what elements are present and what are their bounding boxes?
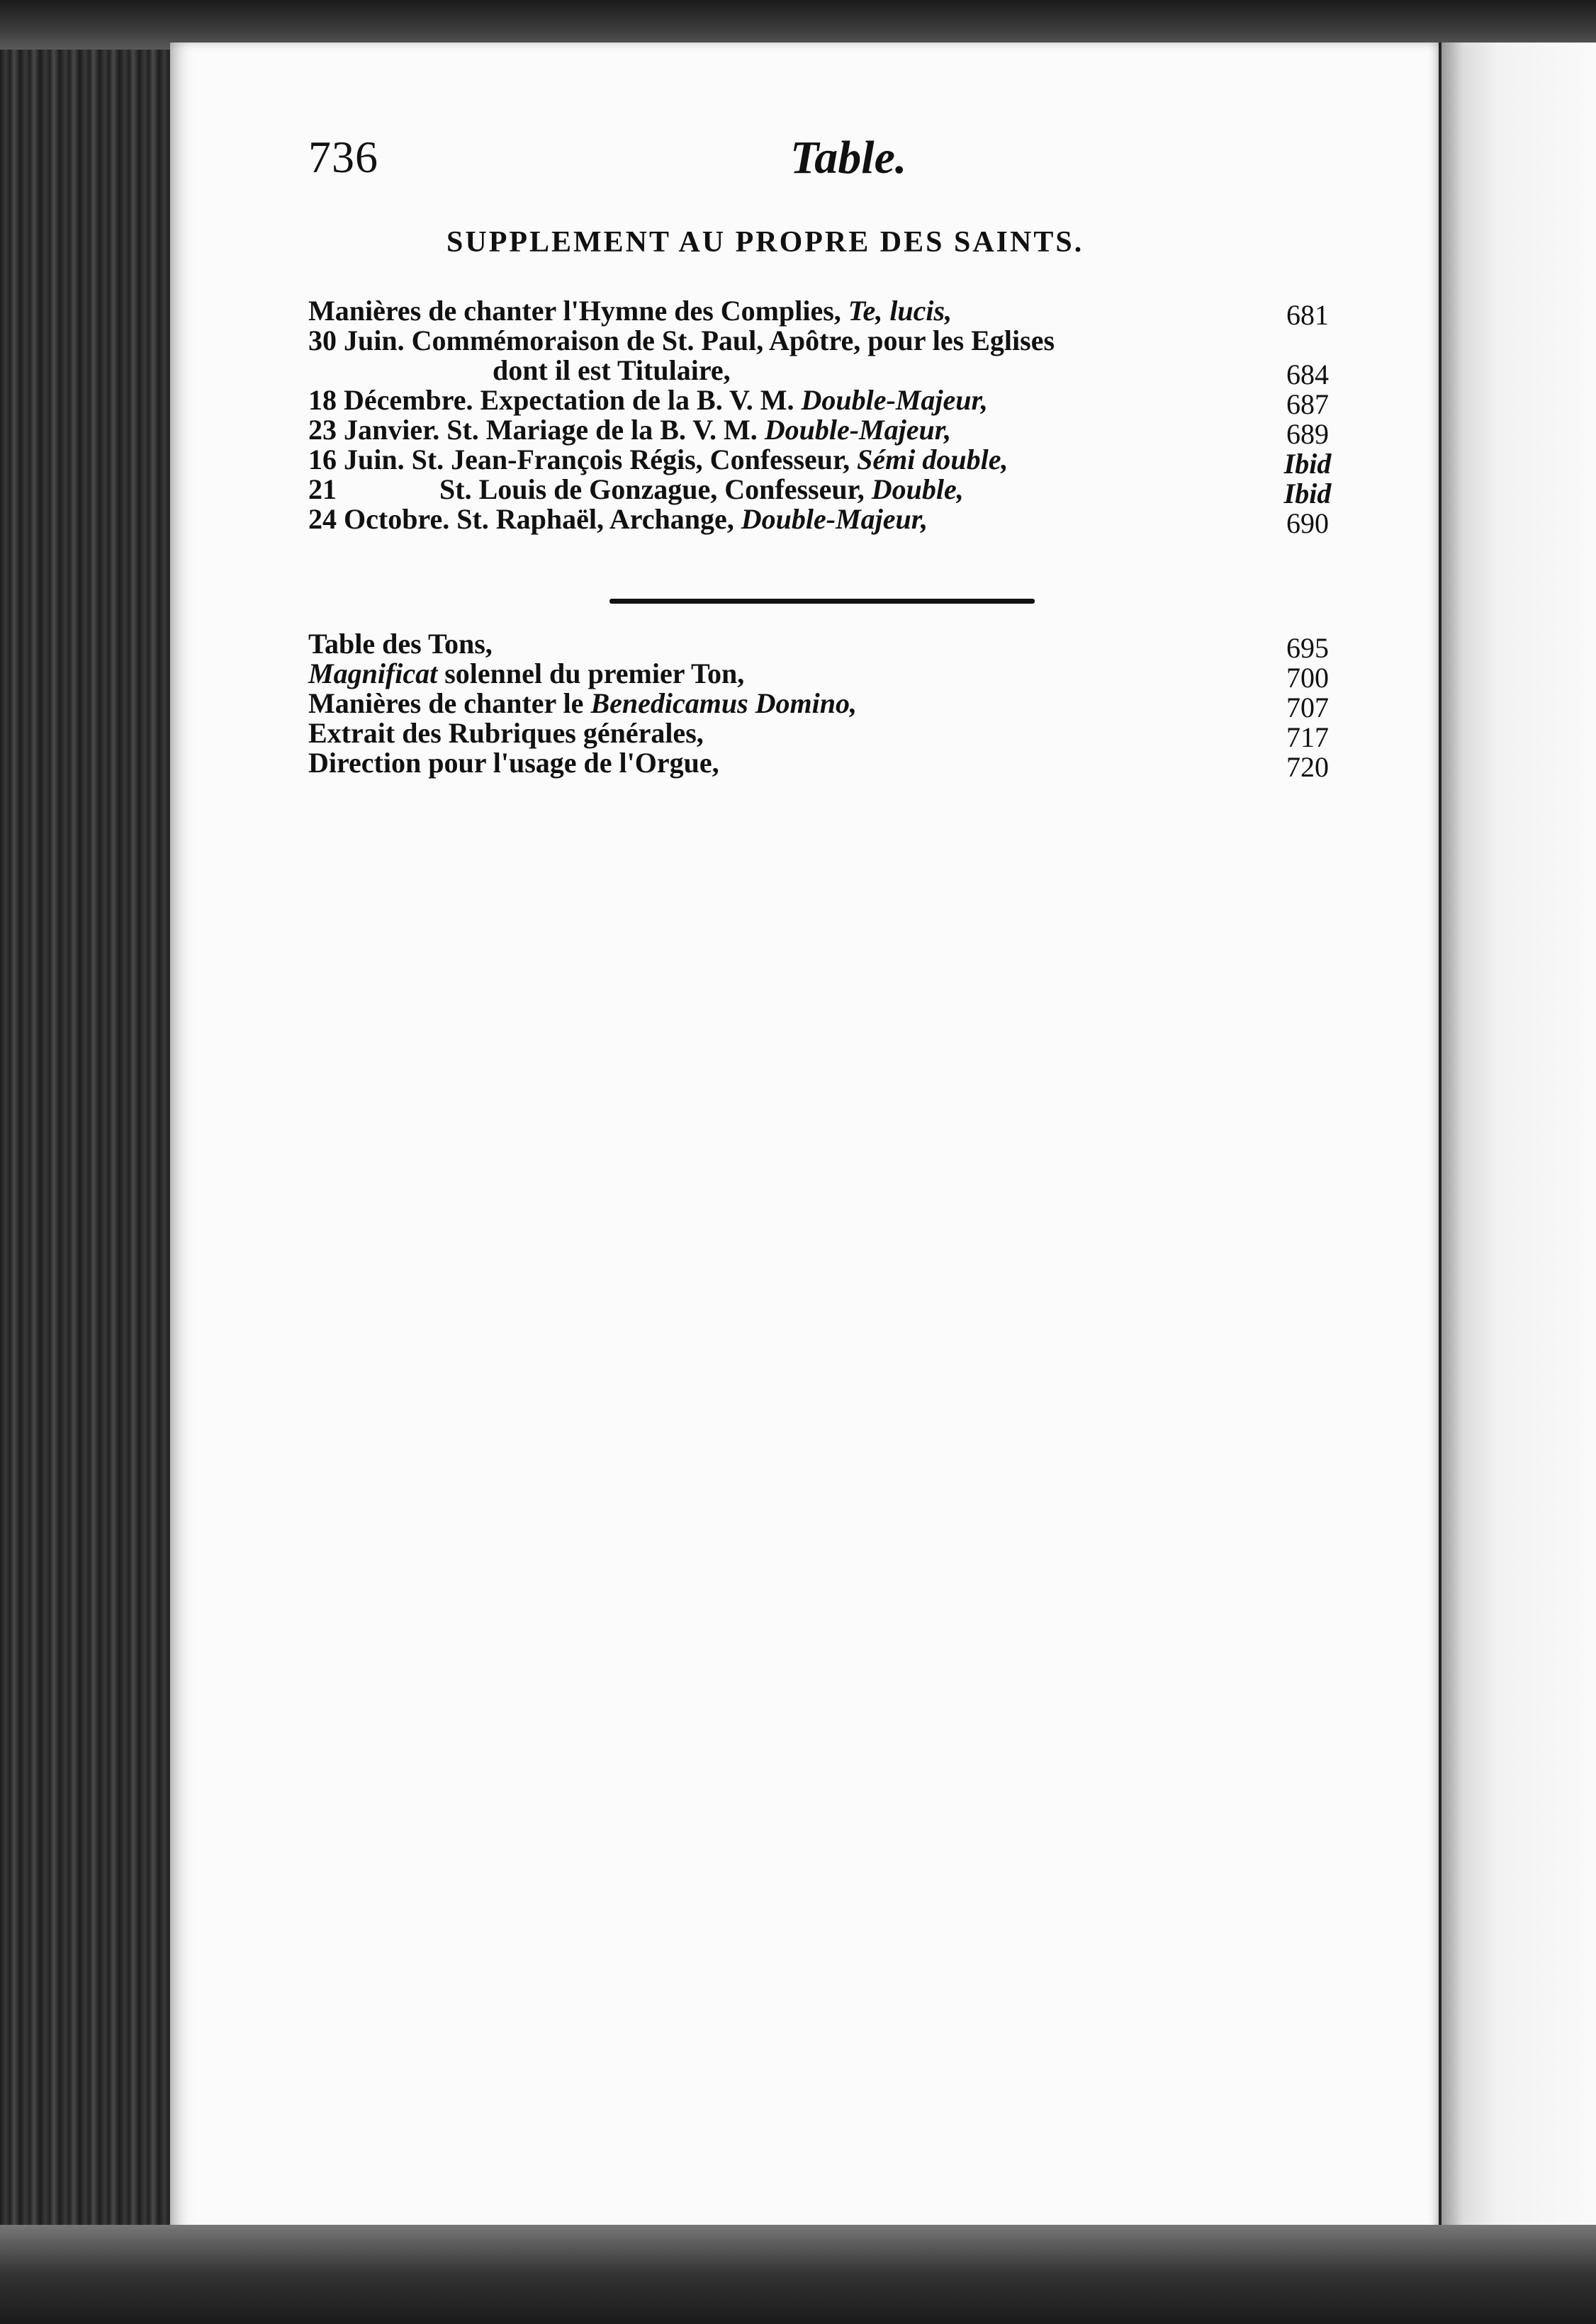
running-title: Table. [790,132,907,184]
entry-text: Table des Tons, [308,628,493,660]
entry-rank: Sémi double, [857,444,1008,475]
page-header [308,131,932,184]
entry-text: dont il est Titulaire, [493,354,731,386]
supplement-list [308,295,1347,539]
toc-entry [308,628,1347,664]
toc-entry [308,295,1347,331]
entry-text: 24 Octobre. St. Raphaël, Archange, [308,503,741,535]
entry-text: Extrait des Rubriques générales, [308,717,704,749]
toc-entry [308,384,1347,420]
entry-rank: Double-Majeur, [801,384,988,416]
entry-text: Direction pour l'usage de l'Orgue, [308,747,719,779]
book-binding [0,0,177,2324]
entry-rank: Double-Majeur, [741,503,928,535]
entry-text: 18 Décembre. Expectation de la B. V. M. [308,384,802,416]
entry-rank: Double, [871,473,964,505]
section-title: SUPPLEMENT AU PROPRE DES SAINTS. [446,226,1084,259]
toc-entry [308,717,1347,753]
entry-page: 717 [1286,721,1329,753]
toc-entry [308,444,1347,480]
toc-entry [308,747,1347,783]
entry-page: 684 [1286,359,1329,390]
page-number: 736 [308,132,378,182]
entry-page: 707 [1286,692,1329,723]
entry-text: solennel du premier Ton, [437,658,745,689]
entry-title-italic: Benedicamus Domino, [590,687,858,719]
toc-entry [308,658,1347,694]
toc-entry [308,473,1347,509]
entry-page: 720 [1286,751,1329,783]
entry-page: 681 [1286,299,1329,331]
toc-entry [308,326,1347,356]
entry-page: 700 [1286,662,1329,694]
entry-page: 687 [1286,388,1329,420]
toc-entry [308,687,1347,723]
toc-entry [308,354,1347,390]
entry-text: St. Louis de Gonzague, Confesseur, [439,473,872,505]
entry-day: 21 [308,473,337,505]
entry-text: Manières de chanter le [308,687,591,719]
entry-page: 690 [1286,507,1329,539]
section-divider [609,599,1035,604]
toc-entry [308,414,1347,450]
toc-entry [308,503,1347,539]
entry-text: 30 Juin. Commémoraison de St. Paul, Apôtre, pour les Eglises [308,325,1055,356]
entry-page: 695 [1286,632,1329,664]
entry-title-italic: Magnificat [308,658,438,689]
entry-text: Manières de chanter l'Hymne des Complies, [308,295,848,327]
scan-bottom-edge [0,2225,1596,2324]
entry-text: 23 Janvier. St. Mariage de la B. V. M. [308,414,765,446]
entry-rank: Double-Majeur, [764,414,952,446]
entry-page: Ibid [1283,478,1332,509]
entry-text: 16 Juin. St. Jean-François Régis, Confesseur, [308,444,858,475]
entry-page: 689 [1286,418,1329,450]
facing-page-edge [1439,43,1596,2232]
general-list [308,628,1347,783]
entry-rank: Te, lucis, [848,295,952,327]
entry-page: Ibid [1283,448,1332,480]
